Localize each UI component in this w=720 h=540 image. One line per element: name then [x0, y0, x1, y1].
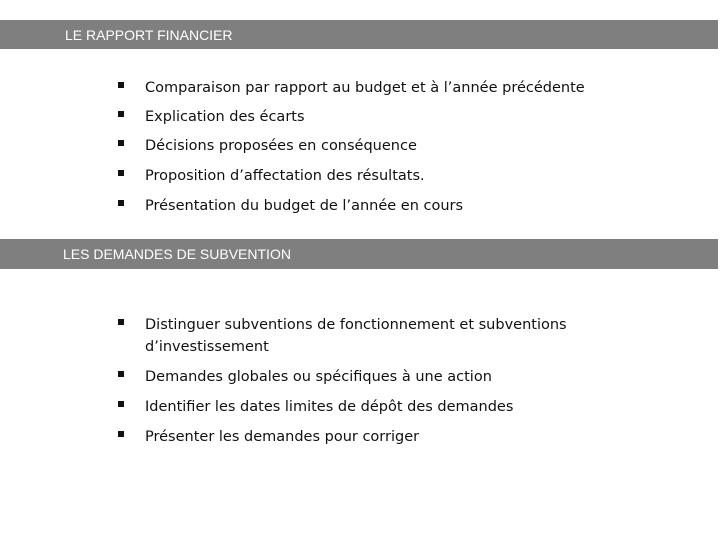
square-bullet-icon: [118, 82, 124, 88]
list-item-text: Proposition d’affectation des résultats.: [145, 168, 425, 184]
section-header-financial-report: [0, 20, 718, 49]
section-title: LES DEMANDES DE SUBVENTION: [63, 246, 291, 262]
square-bullet-icon: [118, 111, 124, 117]
square-bullet-icon: [118, 431, 124, 437]
list-item-text: Présenter les demandes pour corriger: [145, 429, 420, 445]
square-bullet-icon: [118, 200, 124, 206]
list-item-text: Identifier les dates limites de dépôt des demandes: [145, 399, 514, 415]
list-item-text: Présentation du budget de l’année en cours: [145, 198, 464, 214]
list-item-text: Explication des écarts: [145, 109, 305, 125]
list-item-text: Décisions proposées en conséquence: [145, 138, 417, 154]
square-bullet-icon: [118, 170, 124, 176]
section-header-subsidy-requests: [0, 239, 718, 269]
list-item-text: Distinguer subventions de fonctionnement et subventions d’investissement: [145, 317, 567, 355]
list-item-text: Comparaison par rapport au budget et à l’année précédente: [145, 80, 585, 96]
list-item-text: Demandes globales ou spécifiques à une action: [145, 369, 492, 385]
square-bullet-icon: [118, 319, 124, 325]
section-title: LE RAPPORT FINANCIER: [65, 27, 233, 43]
square-bullet-icon: [118, 371, 124, 377]
square-bullet-icon: [118, 401, 124, 407]
square-bullet-icon: [118, 140, 124, 146]
